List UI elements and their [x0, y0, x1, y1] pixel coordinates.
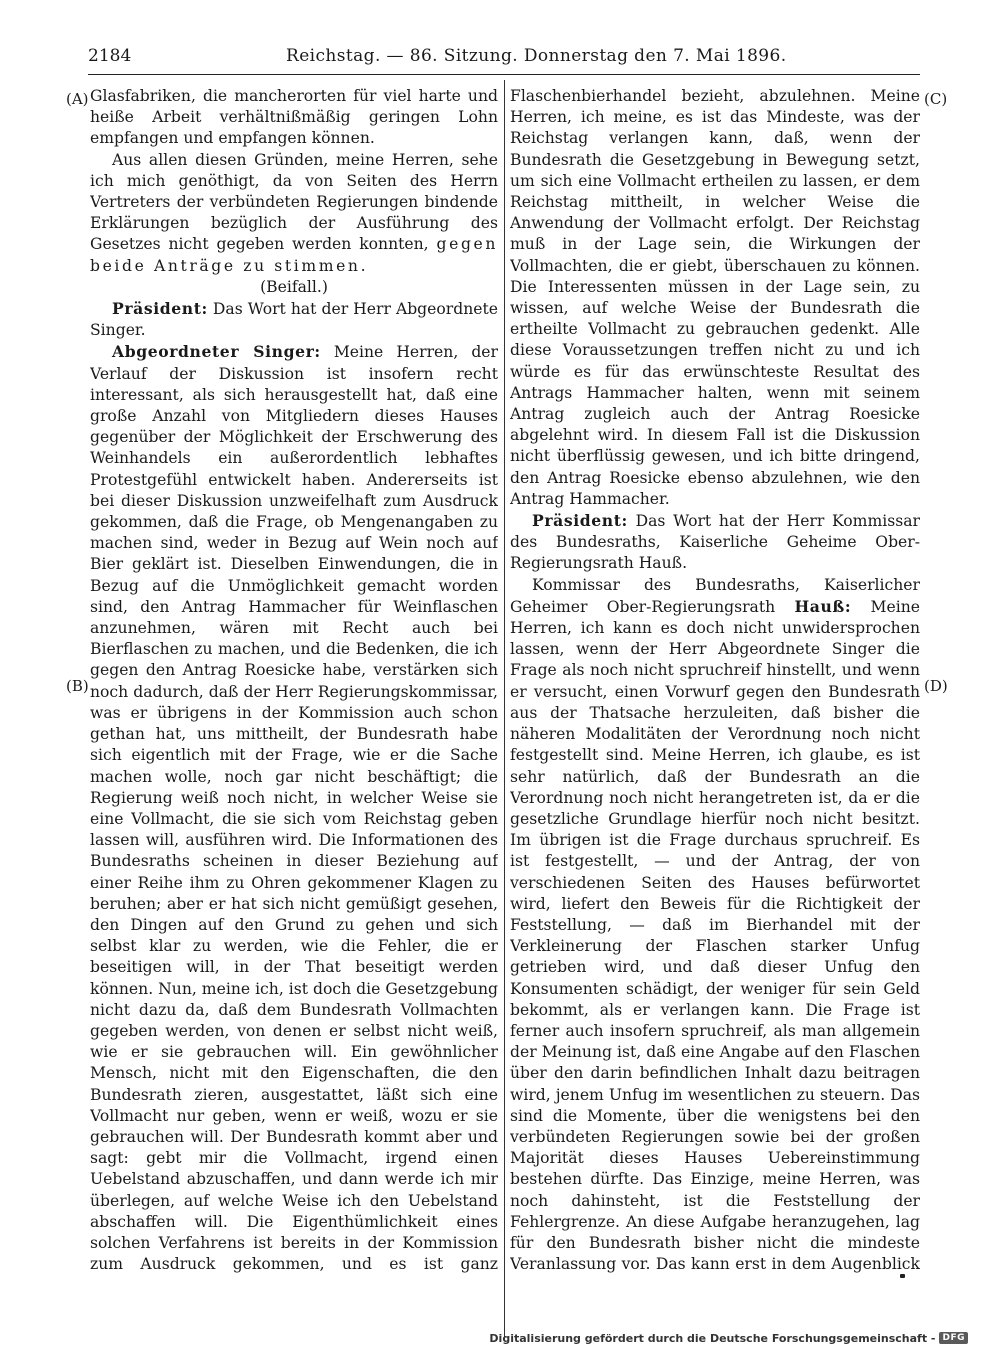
margin-letter-b: (B) [66, 677, 89, 695]
margin-letter-c: (C) [924, 90, 948, 108]
digitization-credit [489, 1330, 968, 1346]
interjection: (Beifall.) [260, 277, 328, 296]
paragraph [90, 150, 498, 277]
paragraph [510, 575, 920, 1276]
speaker-label: Hauß: [794, 596, 852, 616]
paragraph [90, 298, 498, 341]
speaker-label: Präsident: [532, 511, 628, 531]
dfg-logo-icon: DFG [939, 1332, 968, 1344]
paragraph-text: Aus allen diesen Gründen, meine Herren, sehe ich mich genöthigt, da von Seiten des Herrn Vertreters der verbündeten Regierungen bindende Erklärungen bezüglich der Ausführung des Gesetzes nicht gegeben werden konnten, [90, 150, 498, 254]
paragraph: Glasfabriken, die mancherorten für viel harte und heiße Arbeit verhältnißmäßig geringen Lohn empfangen und empfangen können. [90, 87, 498, 148]
page-number: 2184 [88, 46, 132, 66]
margin-letter-d: (D) [924, 677, 948, 695]
paragraph [510, 510, 920, 575]
speaker-label: Abgeordneter Singer: [112, 342, 321, 362]
credit-text: Digitalisierung gefördert durch die Deutsche Forschungsgemeinschaft - [489, 1331, 936, 1345]
header-rule [88, 74, 920, 75]
paragraph-text: Das Wort hat der Herr Abgeordnete Singer. [90, 300, 498, 340]
paragraph-text: Kommissar des Bundesraths, Kaiserlicher Geheimer Ober-Regierungsrath [510, 575, 920, 616]
paragraph [90, 341, 498, 1276]
paragraph-text: Meine Herren, ich kann es doch nicht unwidersprochen lassen, wenn der Herr Abgeordnete Singer die Frage als noch nicht spruchreif hinstellt, und wenn er versucht, einen Vorwurf gegen den Bundesrath aus der Thatsache herzuleiten, daß bisher die näheren Modalitäten der Verordnung noch nicht festgestellt sind. Meine Herren, ich glaube, es ist sehr natürlich, daß der Bundesrath an die Verordnung noch nicht herangetreten ist, da er die gesetzliche Grundlage hierfür noch nicht besitzt. Im übrigen ist die Frage durchaus spruchreif. Es ist festgestellt, — und der Antrag, der von verschiedenen Seiten des Hauses befürwortet wird, liefert den Beweis für die Richtigkeit der Feststellung, — daß im Bierhandel mit der Verkleinerung der Flaschen starker Unfug getrieben wird, und daß dieser Unfug den Konsumenten schädigt, der weniger für sein Geld bekommt, als er verlangen kann. Die Frage ist ferner auch insofern spruchreif, als man allgemein der Meinung ist, daß eine Angabe auf den Flaschen über den darin befindlichen Inhalt dazu beitragen wird, jenem Unfug im wesentlichen zu steuern. Das sind die Momente, über die wenigstens bei den verbündeten Regierungen sowie bei der großen Majorität dieses Hauses Uebereinstimmung bestehen dürfte. Das Einzige, meine Herren, was noch dahinsteht, ist die Feststellung der Fehlergrenze. An diese Aufgabe heranzugehen, lag für den Bundesrath bisher nicht die mindeste Veranlassung vor. Das kann erst in dem Augenblick [510, 597, 920, 1274]
paragraph-text: Das Wort hat der Herr Kommissar des Bundesraths, Kaiserliche Geheime Ober-Regierungsrath Hauß. [510, 512, 920, 573]
column-divider [504, 80, 505, 1340]
paragraph-text: Meine Herren, der Verlauf der Diskussion ist insofern recht interessant, als sich herausgestellt hat, daß eine große Anzahl von Mitgliedern dieses Hauses gegenüber der Möglichkeit der Erschwerung des Weinhandels ein außerordentlich lebhaftes Protestgefühl entwickelt haben. Andererseits ist bei dieser Diskussion unzweifelhaft zum Ausdruck gekommen, daß die Frage, ob Mengenangaben zu machen sind, weder in Bezug auf Wein noch auf Bier geklärt ist. Dieselben Einwendungen, die in Bezug auf die Unmöglichkeit gemacht worden sind, den Antrag Hammacher für Weinflaschen anzunehmen, wären mit Recht auch bei Bierflaschen zu machen, und die Bedenken, die ich gegen den Antrag Roesicke habe, verstärken sich noch dadurch, daß der Herr Regierungskommissar, was er übrigens in der Kommission auch schon gethan hat, uns mittheilt, der Bundesrath habe sich eigentlich mit der Frage, wie er die Sache machen wolle, noch gar nicht beschäftigt; die Regierung weiß noch nicht, in welcher Weise sie eine Vollmacht, die sie sich vom Reichstag geben lassen will, ausführen wird. Die Informationen des Bundesraths scheinen in dieser Beziehung auf einer Reihe ihm zu Ohren gekommener Klagen zu beruhen; aber er hat sich nicht gemüßigt gesehen, den Dingen auf den Grund zu gehen und sich selbst klar zu werden, wie die Fehler, die er beseitigen will, in der That beseitigt werden können. Nun, meine ich, ist doch die Gesetzgebung nicht dazu da, daß dem Bundesrath Vollmachten gegeben werden, von denen er selbst nicht weiß, wie er sie gebrauchen will. Ein gewöhnlicher Mensch, nicht mit den Eigenschaften, die den Bundesrath zieren, ausgestattet, läßt sich eine Vollmacht nur geben, wenn er weiß, wozu er sie gebrauchen will. Der Bundesrath kommt aber und sagt: gebt mir die Vollmacht, irgend einen Uebelstand abzuschaffen, und dann werde ich mir überlegen, auf welche Weise ich den Uebelstand abschaffen will. Die Eigenthümlichkeit eines solchen Verfahrens ist bereits in der Kommission zum Ausdruck gekommen, und es ist ganz [90, 343, 498, 1274]
page-mark [900, 1274, 905, 1278]
speaker-label: Präsident: [112, 299, 208, 319]
margin-letter-a: (A) [66, 90, 89, 108]
header-title: Reichstag. — 86. Sitzung. Donnerstag den 7. Mai 1896. [286, 46, 787, 66]
paragraph: Flaschenbierhandel bezieht, abzulehnen. Meine Herren, ich meine, es ist das Mindeste, was der Reichstag verlangen kann, daß, wenn der Bundesrath die Gesetzgebung in Bewegung setzt, um sich eine Vollmacht ertheilen zu lassen, er dem Reichstag mittheilt, in welcher Weise die Anwendung der Vollmacht erfolgt. Der Reichstag muß in der Lage sein, die Wirkungen der Vollmachten, die er giebt, überschauen zu können. Die Interessenten müssen in der Lage sein, zu wissen, auf welche Weise der Bundesrath die ertheilte Vollmacht zu gebrauchen gedenkt. Alle diese Voraussetzungen treffen nicht zu und ich würde es für das erwünschteste Resultat des Antrags Hammacher halten, wenn mit seinem Antrag zugleich auch der Antrag Roesicke abgelehnt wird. In diesem Fall ist die Diskussion nicht überflüssig gewesen, und ich bitte dringend, den Antrag Roesicke ebenso abzulehnen, wie den Antrag Hammacher. [510, 87, 920, 508]
left-column [90, 86, 498, 1276]
page-header [88, 46, 920, 70]
right-column [510, 86, 920, 1276]
spaced-emphasis: gegen beide Anträge zu stimmen. [90, 235, 498, 275]
